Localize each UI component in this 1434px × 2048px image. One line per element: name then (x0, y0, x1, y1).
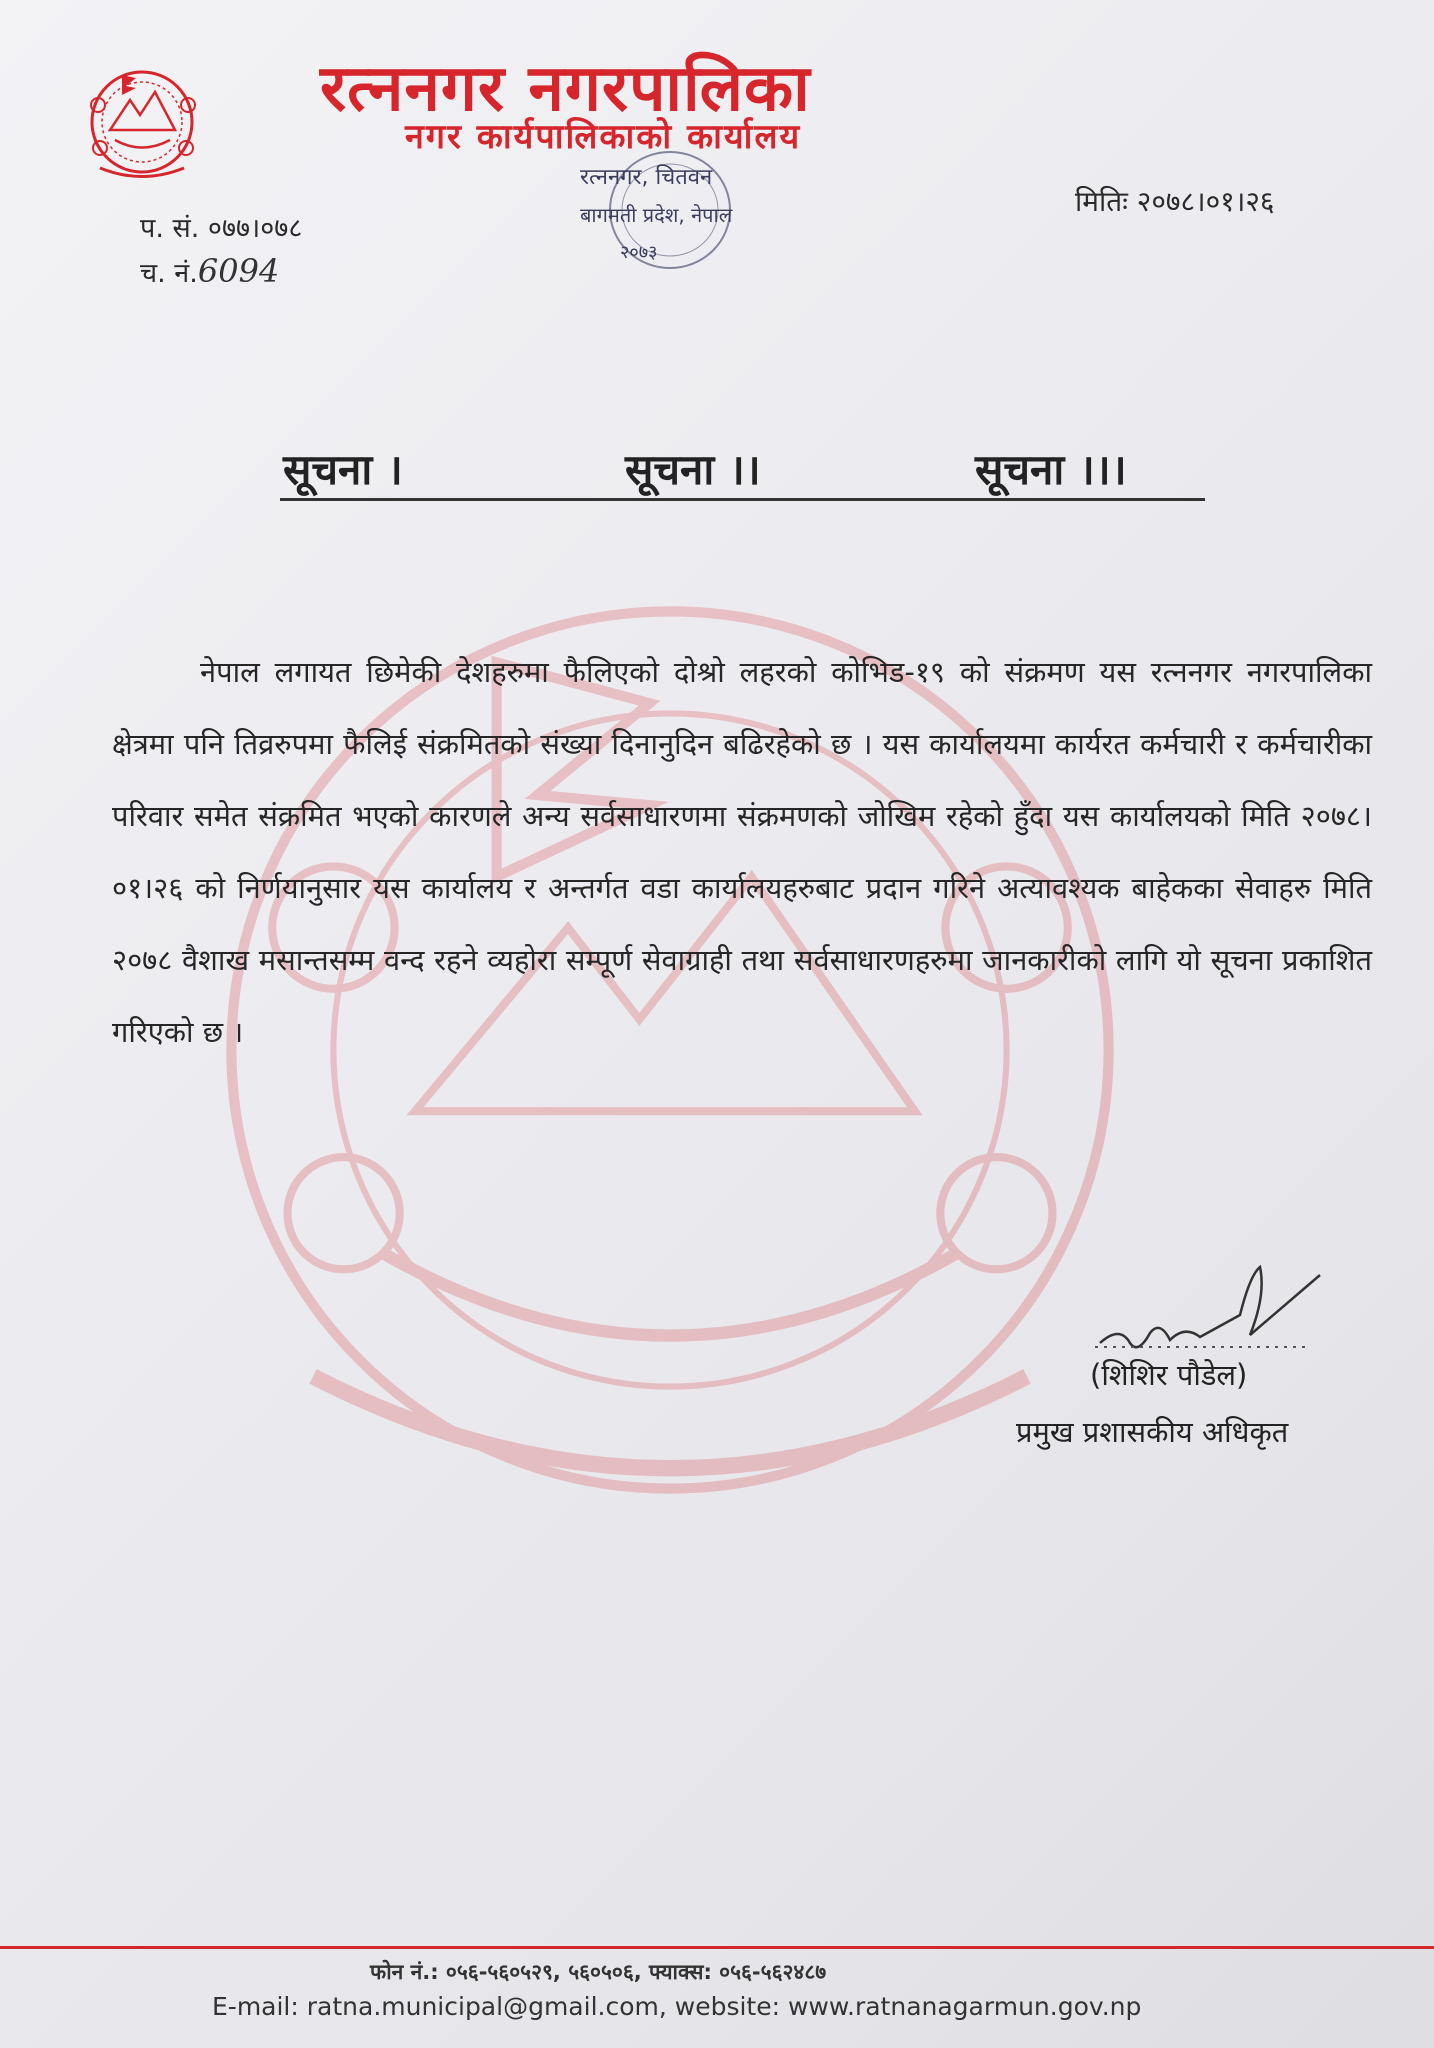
letter-number: प. सं. ०७७।०७८ (140, 213, 303, 244)
nepal-emblem-icon (70, 60, 220, 190)
dispatch-handwritten-number: 6094 (197, 252, 280, 290)
letter-date: मितिः २०७८।०१।२६ (1075, 185, 1275, 218)
notice-heading (280, 440, 1205, 501)
signature (1090, 1255, 1330, 1365)
dispatch-label: च. नं. (140, 258, 198, 289)
signer-title: प्रमुख प्रशासकीय अधिकृत (1016, 1415, 1289, 1449)
dispatch-number (140, 252, 279, 290)
office-stamp (560, 140, 820, 280)
footer-divider (0, 1946, 1434, 1949)
notice-body: नेपाल लगायत छिमेकी देशहरुमा फैलिएको दोश्रो लहरको कोभिड-१९ को संक्रमण यस रत्ननगर नगरपालिका क्षेत्रमा पनि तिव्ररुपमा फैलिई संक्रमितको संख्या दिनानुदिन बढिरहेको छ । यस कार्यालयमा कार्यरत कर्मचारी र कर्मचारीका परिवार समेत संक्रमित भएको कारणले अन्य सर्वसाधारणमा संक्रमणको जोखिम रहेको हुँदा यस कार्यालयको मिति २०७८।०१।२६ को निर्णयानुसार यस कार्यालय र अन्तर्गत वडा कार्यालयहरुबाट प्रदान गरिने अत्यावश्यक बाहेकका सेवाहरु मिति २०७८ वैशाख मसान्तसम्म वन्द रहने व्यहोरा सम्पूर्ण सेवाग्राही तथा सर्वसाधारणहरुमा जानकारीको लागि यो सूचना प्रकाशित गरिएको छ । (112, 655, 1372, 1049)
stamp-line-3: २०७३ (620, 242, 658, 263)
notice-heading-1: सूचना । (283, 445, 403, 494)
stamp-line-2: बागमती प्रदेश, नेपाल (580, 203, 733, 227)
office-subtitle: नगर कार्यपालिकाको कार्यालय (405, 117, 802, 157)
municipality-title: रत्ननगर नगरपालिका (320, 52, 811, 126)
footer-contact: E-mail: ratna.municipal@gmail.com, website: www.ratnanagarmun.gov.np (212, 1992, 1142, 2021)
notice-heading-3: सूचना ।।। (975, 445, 1127, 494)
footer-phone: फोन नं.: ०५६-५६०५२९, ५६०५०६, फ्याक्स: ०५६-५६२४८७ (370, 1960, 827, 1984)
notice-heading-2: सूचना ।। (625, 445, 761, 494)
stamp-line-1: रत्ननगर, चितवन (580, 165, 713, 190)
signer-name: (शिशिर पौडेल) (1090, 1358, 1248, 1392)
